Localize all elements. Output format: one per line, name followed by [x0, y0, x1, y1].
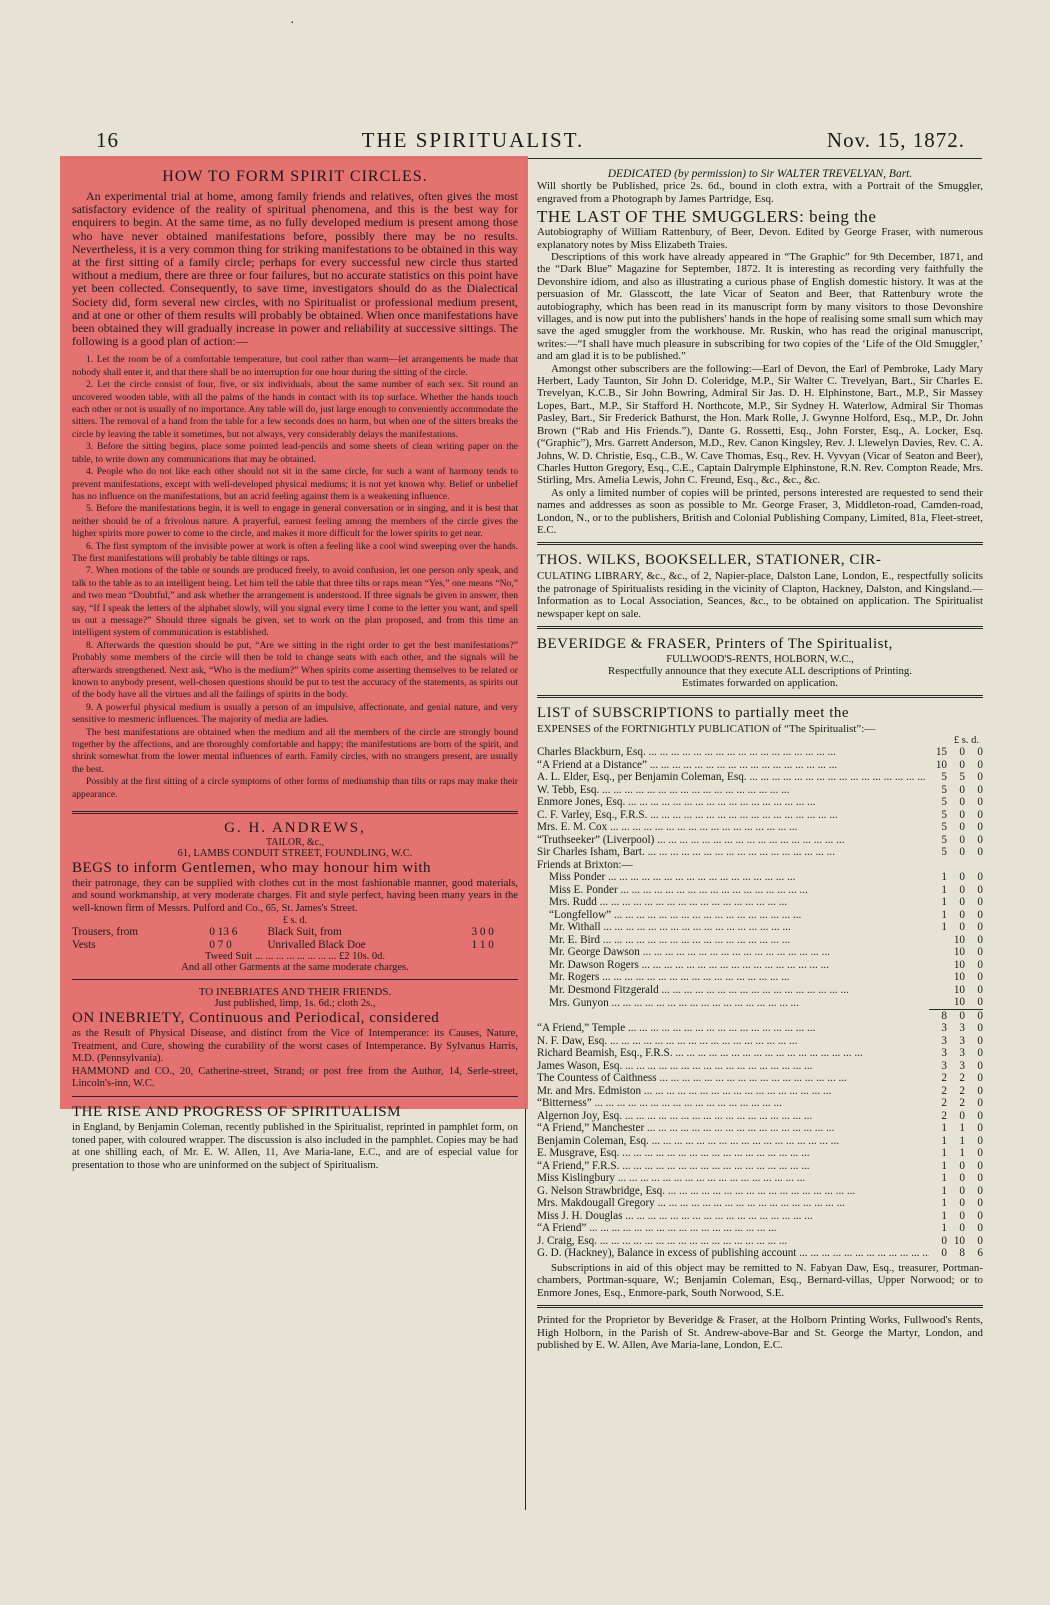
subscriber-name: Mrs. Makdougall Gregory ... . [537, 1197, 929, 1210]
table-row [72, 939, 518, 952]
brixton-label: Friends at Brixton:— [537, 858, 633, 871]
shillings: 0 [959, 821, 965, 834]
pence: 0 [977, 1084, 983, 1097]
subscriber-name: Miss E. Ponder ... . [537, 884, 929, 897]
pounds: 1 [941, 1184, 947, 1197]
shillings: 0 [959, 1222, 965, 1235]
table-row [537, 1135, 983, 1148]
shillings: 0 [959, 846, 965, 859]
pence: 0 [977, 896, 983, 909]
table-row [537, 834, 983, 847]
pence: 0 [977, 1059, 983, 1072]
total-d: 0 [965, 1009, 983, 1022]
list-text: EXPENSES of the FORTNIGHTLY PUBLICATION of “The Spiritualist”:— [537, 722, 876, 735]
table-row [537, 859, 983, 872]
subscriber-name: Mr. Withall ... . [537, 921, 929, 934]
pence: 0 [977, 996, 983, 1009]
inebriety-advert [72, 986, 518, 1090]
pounds [929, 971, 947, 984]
andrews-trade: TAILOR, &c., [265, 837, 325, 849]
rule-item: 9. A powerful physical medium is usually a person of an impulsive, affectionate, and genial nature, and very sensitive to mesmeric influences. The majority of media are ladies. [72, 701, 518, 726]
shillings: 10 [953, 958, 965, 971]
subscriber-name: Mr. E. Bird ... . [537, 934, 929, 947]
pence: 0 [977, 1234, 983, 1247]
pence: 0 [977, 933, 983, 946]
pence: 6 [977, 1247, 983, 1260]
table-row [537, 809, 983, 822]
section-rule [537, 626, 983, 629]
pounds: 1 [941, 1172, 947, 1185]
shillings: 10 [953, 933, 965, 946]
shillings: 0 [959, 871, 965, 884]
andrews-name: G. H. ANDREWS, [224, 820, 366, 837]
subscriber-name: “A Friend at a Distance” ... . [537, 759, 929, 772]
table-row [537, 1197, 983, 1210]
beveridge-text: Respectfully announce that they execute ALL descriptions of Printing. [608, 664, 912, 677]
shillings: 3 [959, 1047, 965, 1060]
shillings: 3 [959, 1022, 965, 1035]
subscriptions-footer: Subscriptions in aid of this object may be remitted to N. Fabyan Daw, Esq., treasurer, Portman-chambers, Portman-square, W.; Benjamin Coleman, Esq., Bernard-villas, Upper Norwood; or to Enmore Jones, Esq., Enmore-park, South Norwood, S.E. [537, 1261, 983, 1299]
rule-item: 8. Afterwards the question should be put, “Are we sitting in the right order to get the best manifestations?” Probably some members of the circle will then be told to change seats with each other, and the signals will be afterwards strengthened. Next ask, “Who is the medium?” When spirits come asserting themselves to be related or known to anybody present, well-chosen questions should be put to test the accuracy of the statements, as spirits out of the body have all the virtues and all the failings of spirits in the body. [72, 639, 518, 701]
shillings: 3 [959, 1034, 965, 1047]
pounds: 1 [941, 871, 947, 884]
shillings: 8 [959, 1247, 965, 1260]
closing-paragraph: Possibly at the first sitting of a circle symptoms of other forms of mediumship than tilts or raps may make their appearance. [72, 776, 518, 800]
table-row [537, 959, 983, 972]
circle-rules [72, 354, 518, 801]
right-column [537, 168, 983, 1518]
subscriber-name: Charles Blackburn, Esq. ... . [537, 746, 929, 759]
smugglers-p3: Amongst other subscribers are the following:—Earl of Devon, the Earl of Pembroke, Lady Mary Herbert, Lady Taunton, Sir John D. Coleridge, M.P., Sir Walter C. Trevelyan, Bart., Sir Charles E. Trevelyan, K.C.B., Sir John Bowring, Admiral Sir Jas. D. H. Elphinstone, Bart., M.P., Sir Massey Lopes, Bart., M.P., Sir Stafford H. Northcote, M.P., Sir Sydney H. Waterlow, Admiral Sir Thomas Pasley, Bart., Sir Frederick Bathurst, the Hon. Mark Rolle, J. Gwynne Holford, Esq., M.P., Dr. John Brown (“Rab and His Friends.”), Dante G. Rossetti, Esq., John Forster, Esq., A. Locker, Esq. (“Graphic”), Mrs. Garrett Anderson, M.D., Rev. Canon Kingsley, Rev. J. Llewelyn Davies, Rev. C. A. Johns, W. D. Christie, Esq., C.B., W. Cave Thomas, Esq., Rev. H. Vyvyan (Vicar of Seaton and Beer), Charles Hutton Gregory, Esq., C.E., Captain Dalrymple Elphinstone, R.N. Rev. Compton Reade, Mrs. Stirling, Mrs. Amelia Lewis, John C. Freund, Esq., &c., &c., &c. [537, 362, 983, 487]
table-row [537, 1060, 983, 1073]
pounds: 15 [935, 746, 947, 759]
subscriber-name: E. Musgrave, Esq. ... . [537, 1147, 929, 1160]
pence: 0 [977, 908, 983, 921]
price-value: 1 1 0 [471, 938, 494, 951]
subscriber-name: Mr. George Dawson ... . [537, 946, 929, 959]
pence: 0 [977, 871, 983, 884]
table-row [537, 1122, 983, 1135]
table-row [537, 1247, 983, 1260]
smugglers-p4: As only a limited number of copies will be printed, persons interested are requested to send their names and addresses as soon as possible to Mr. George Fraser, 3, Middleton-road, Camden-road, London, N., or to the publishers, British and Colonial Publishing Company, Limited, 81a, Fleet-street, E.C. [537, 486, 983, 536]
shillings: 2 [959, 1097, 965, 1110]
table-row [537, 1147, 983, 1160]
pence: 0 [977, 921, 983, 934]
shillings: 0 [959, 1209, 965, 1222]
section-rule [537, 542, 983, 545]
table-row [537, 1222, 983, 1235]
subscriber-name: “A Friend,” Manchester ... . [537, 1122, 929, 1135]
subscriber-name: Miss Kislingbury ... . [537, 1172, 929, 1185]
table-row [72, 926, 518, 939]
total-s: 0 [947, 1009, 965, 1022]
inebriety-text: as the Result of Physical Disease, and distinct from the Vice of Intemperance: its Causes, Nature, Treatment, and Cure, showing the curability of the worst cases of Intemperance. By Sylvanus Harris, M.D. (Pennsylvania). [72, 1028, 518, 1065]
inebriety-heading: TO INEBRIATES AND THEIR FRIENDS. [198, 986, 392, 999]
table-row [537, 1210, 983, 1223]
pence: 0 [977, 1222, 983, 1235]
price-item: Black Suit, from [267, 926, 342, 939]
rule-item: 4. People who do not like each other should not sit in the same circle, for such a want of harmony tends to prevent manifestations, except with well-developed physical mediums; it is not yet known why. Belief or unbelief has no influence on the manifestations, but an acrid feeling against them is a weakening influence. [72, 466, 518, 502]
subscriber-name: The Countess of Caithness ... . [537, 1072, 929, 1085]
subscriber-name: W. Tebb, Esq. ... . [537, 784, 929, 797]
left-column [72, 160, 518, 1520]
masthead-title: THE SPIRITUALIST. [361, 128, 585, 152]
pounds: 10 [935, 758, 947, 771]
subscriber-name: Mrs. Gunyon ... . [537, 996, 929, 1009]
pounds: 5 [941, 771, 947, 784]
table-row [537, 796, 983, 809]
table-row [537, 846, 983, 859]
subscriber-name: A. L. Elder, Esq., per Benjamin Coleman, Esq. ... . [537, 771, 929, 784]
pence: 0 [977, 1109, 983, 1122]
price-item: Vests [72, 938, 96, 951]
tweed-line: Tweed Suit ... ... ... ... ... ... ... ... £2 10s. 0d. [204, 951, 386, 963]
circles-title: HOW TO FORM SPIRIT CIRCLES. [162, 168, 428, 185]
brixton-total-row [537, 1009, 983, 1022]
pounds: 1 [941, 1122, 947, 1135]
pounds: 2 [941, 1097, 947, 1110]
rule-item: 2. Let the circle consist of four, five, or six individuals, about the same number of each sex. Sit round an uncovered wooden table, with all the palms of the hands in contact with its top surface. Whether the hands touch each other or not is usually of no importance. Any table will do, just large enough to conveniently accommodate the sitters. The removal of a hand from the table for a few seconds does no harm, but when one of the sitters breaks the circle by leaving the table it sometimes, but not always, very considerably delays the manifestations. [72, 379, 518, 440]
table-row [537, 909, 983, 922]
inebriety-publisher: HAMMOND and CO., 20, Catherine-street, Strand; or post free from the Author, 14, Serle-street, Lincoln's-inn, W.C. [72, 1065, 518, 1089]
shillings: 2 [959, 1084, 965, 1097]
subscriber-name: Mrs. Rudd ... . [537, 896, 929, 909]
pence: 0 [977, 1072, 983, 1085]
table-row [537, 771, 983, 784]
subscriber-name: “A Friend,” F.R.S. ... . [537, 1160, 929, 1173]
table-row [537, 996, 983, 1009]
rule-item: 7. When motions of the table or sounds are produced freely, to avoid confusion, let one person only speak, and talk to the table as to an intelligent being. Let him tell the table that three tilts or raps mean “Yes,” one means “No,” and two mean “Doubtful,” and ask whether the arrangement is understood. If three signals be given in answer, then say, “If I speak the letters of the alphabet slowly, will you signal every time I come to the letter you want, and spell us out a message?” Should three signals be given, set to work on the plan proposed, and from this time an intelligent system of communication is established. [72, 565, 518, 639]
pounds: 3 [941, 1034, 947, 1047]
subscriber-name: Sir Charles Isham, Bart. ... . [537, 846, 929, 859]
imprint: Printed for the Proprietor by Beveridge & Fraser, at the Holborn Printing Works, Fullwood's Rents, High Holborn, in the Parish of St. Andrew-above-Bar and St. George the Martyr, London, and published by E. W. Allen, Ave Maria-lane, London, E.C. [537, 1314, 983, 1351]
table-row [537, 884, 983, 897]
pounds: 1 [941, 1222, 947, 1235]
price-value: 0 13 6 [209, 926, 238, 939]
subscriber-name: Richard Beamish, Esq., F.R.S. ... . [537, 1047, 929, 1060]
rule-item: 3. Before the sitting begins, place some pointed lead-pencils and some sheets of clean writing paper on the table, to write down any communications that may be obtained. [72, 441, 518, 465]
subscriber-name: Miss Ponder ... . [537, 871, 929, 884]
rise-text: in England, by Benjamin Coleman, recently published in the Spiritualist, reprinted in pamphlet form, on toned paper, with coloured wrapper. The discussion is also included in the pamphlet. Copies may be had at one shilling each, of Mr. E. W. Allen, 11, Ave Maria-lane, E.C., and are of especial value for presentation to those who are uninformed on the subject of Spiritualism. [72, 1122, 518, 1171]
pence: 0 [977, 983, 983, 996]
shillings: 1 [959, 1134, 965, 1147]
pence: 0 [977, 808, 983, 821]
subscriber-name: Algernon Joy, Esq. ... . [537, 1110, 929, 1123]
subscriber-name: N. F. Daw, Esq. ... . [537, 1035, 929, 1048]
pounds [929, 959, 947, 972]
smugglers-text: Autobiography of William Rattenbury, of Beer, Devon. Edited by George Fraser, with numerous explanatory notes by Miss Elizabeth Traies. [537, 226, 983, 251]
shillings: 0 [959, 883, 965, 896]
shillings: 0 [959, 1172, 965, 1185]
smugglers-lead: THE LAST OF THE SMUGGLERS: being the [537, 207, 877, 227]
shillings: 3 [959, 1059, 965, 1072]
smugglers-announce: Will shortly be Published, price 2s. 6d., bound in cloth extra, with a Portrait of the Smuggler, engraved from a Photograph by James Partridge, Esq. [537, 180, 983, 205]
shillings: 0 [959, 1197, 965, 1210]
table-row [537, 1172, 983, 1185]
pounds: 3 [941, 1047, 947, 1060]
pence: 0 [977, 1147, 983, 1160]
page-header [96, 128, 965, 158]
shillings: 0 [959, 746, 965, 759]
shillings: 2 [959, 1072, 965, 1085]
pence: 0 [977, 1159, 983, 1172]
pence: 0 [977, 1034, 983, 1047]
shillings: 0 [959, 758, 965, 771]
pounds [929, 946, 947, 959]
inebriety-pub: Just published, limp, 1s. 6d.; cloth 2s., [214, 998, 376, 1010]
shillings: 0 [959, 1109, 965, 1122]
table-row [537, 784, 983, 797]
table-row [537, 746, 983, 759]
subscriber-name: “A Friend,” Temple ... . [537, 1022, 929, 1035]
subscriber-name: J. Craig, Esq. ... . [537, 1235, 929, 1248]
pence: 0 [977, 1184, 983, 1197]
pounds: 1 [941, 1147, 947, 1160]
pence: 0 [977, 1047, 983, 1060]
pounds: 5 [941, 783, 947, 796]
beveridge-lead: BEVERIDGE & FRASER, Printers of The Spiritualist, [537, 635, 893, 652]
table-row [537, 1097, 983, 1110]
shillings: 0 [959, 833, 965, 846]
pounds: 0 [941, 1234, 947, 1247]
pounds: 1 [941, 896, 947, 909]
dedication: DEDICATED (by permission) to Sir WALTER TREVELYAN, Bart. [607, 168, 913, 180]
pounds: 5 [941, 833, 947, 846]
pounds: 1 [941, 908, 947, 921]
smugglers-p2: Descriptions of this work have already appeared in “The Graphic” for 9th December, 1871, and the “Dark Blue” Magazine for September, 1872. It is interesting as recording very faithfully the Devonshire idiom, and also as illustrating a curious phase of English domestic history. It was at the persuasion of Mr. Glasscott, the late Vicar of Seaton and Beer, that Rattenbury wrote the autobiography, which has been read in its manuscript form by many visitors to those Devonshire villages, and is now put into the publishers' hands in the hope of realising some small sum which may save the aged smuggler from the workhouse. Mr. Ruskin, who has read the original manuscript, writes:—“I shall have much pleasure in subscribing for two copies of the ‘Life of the Old Smuggler,’ and am glad it is to be published.” [537, 251, 983, 363]
pounds: 1 [941, 1134, 947, 1147]
subscriber-name: “Longfellow” ... . [537, 909, 929, 922]
andrews-advert [72, 820, 518, 973]
subscriber-name: G. D. (Hackney), Balance in excess of publishing account ... . [537, 1247, 929, 1260]
section-rule [537, 1305, 983, 1308]
pence: 0 [977, 821, 983, 834]
pence: 0 [977, 783, 983, 796]
pounds: 5 [941, 808, 947, 821]
shillings: 10 [953, 946, 965, 959]
pounds [929, 996, 947, 1009]
pence: 0 [977, 1172, 983, 1185]
shillings: 0 [959, 908, 965, 921]
pence: 0 [977, 846, 983, 859]
ink-speck: · [290, 16, 295, 31]
pounds: 3 [941, 1022, 947, 1035]
table-row [537, 1022, 983, 1035]
subscriber-name: C. F. Varley, Esq., F.R.S. ... . [537, 809, 929, 822]
pounds: 2 [941, 1084, 947, 1097]
section-rule [72, 811, 518, 814]
subscriber-name: James Wason, Esq. ... . [537, 1060, 929, 1073]
table-row [537, 821, 983, 834]
subscriber-name: G. Nelson Strawbridge, Esq. ... . [537, 1185, 929, 1198]
pounds [929, 934, 947, 947]
beveridge-estimates: Estimates forwarded on application. [682, 676, 838, 689]
subscriber-name: “Bitterness” ... . [537, 1097, 929, 1110]
andrews-currency: £ s. d. [283, 915, 307, 927]
table-row [537, 1072, 983, 1085]
table-row [537, 759, 983, 772]
table-row [537, 896, 983, 909]
andrews-address: 61, LAMBS CONDUIT STREET, FOUNDLING, W.C. [177, 848, 413, 860]
total-l: 8 [929, 1009, 947, 1022]
pounds: 5 [941, 821, 947, 834]
pounds: 1 [941, 883, 947, 896]
pence: 0 [977, 1122, 983, 1135]
pence: 0 [977, 958, 983, 971]
table-row [537, 871, 983, 884]
beveridge-address: FULLWOOD'S-RENTS, HOLBORN, W.C., [666, 653, 854, 665]
andrews-text: their patronage, they can be supplied with clothes cut in the most fashionable manner, good materials, and sound workmanship, at very moderate charges. Fit and style perfect, having been many years in the well-known firm of Messrs. Pulford and Co., 65, St. James's Street. [72, 878, 518, 914]
pence: 0 [977, 1197, 983, 1210]
page-number: 16 [96, 128, 119, 152]
table-row [537, 1035, 983, 1048]
pounds: 0 [941, 1247, 947, 1260]
shillings: 10 [953, 996, 965, 1009]
andrews-lead: BEGS to inform Gentlemen, who may honour him with [72, 860, 432, 877]
pounds: 1 [941, 921, 947, 934]
pounds: 2 [941, 1109, 947, 1122]
table-row [537, 1110, 983, 1123]
issue-date: Nov. 15, 1872. [826, 128, 965, 152]
table-row [537, 971, 983, 984]
table-row [537, 1047, 983, 1060]
rule-item: 5. Before the manifestations begin, it is well to engage in general conversation or in singing, and it is best that neither should be of a frivolous nature. A prayerful, earnest feeling among the members of the circle gives the higher spirits more power to come to the circle, and makes it more difficult for the lower spirits to get near. [72, 503, 518, 540]
table-row [537, 921, 983, 934]
shillings: 0 [959, 896, 965, 909]
subscriber-name: Mrs. E. M. Cox ... . [537, 821, 929, 834]
pence: 0 [977, 1022, 983, 1035]
subscriber-name: “Truthseeker” (Liverpool) ... . [537, 834, 929, 847]
pence: 0 [977, 1134, 983, 1147]
subscriber-name: Mr. Rogers ... . [537, 971, 929, 984]
section-rule [72, 979, 518, 980]
wilks-text: CULATING LIBRARY, &c., &c., of 2, Napier-place, Dalston Lane, London, E., respectfully solicits the patronage of Spiritualists residing in the vicinity of Clapton, Hackney, Dalston, and Kingsland.—Information as to Local Association, Seances, &c., to be obtained on application. The Spiritualist newspaper kept on sale. [537, 570, 983, 620]
subscriber-name: “A Friend” ... . [537, 1222, 929, 1235]
andrews-footer: And all other Garments at the same moderate charges. [181, 962, 409, 974]
table-row [537, 984, 983, 997]
pence: 0 [977, 1209, 983, 1222]
rise-advert [72, 1103, 518, 1172]
shillings: 1 [959, 1147, 965, 1160]
table-row [537, 1085, 983, 1098]
subscriber-name: Mr. Desmond Fitzgerald ... . [537, 984, 929, 997]
pounds: 1 [941, 1209, 947, 1222]
shillings: 0 [959, 796, 965, 809]
list-lead: LIST of SUBSCRIPTIONS to partially meet the [537, 704, 850, 721]
pence: 0 [977, 771, 983, 784]
subscriber-name: Enmore Jones, Esq. ... . [537, 796, 929, 809]
pounds: 2 [941, 1072, 947, 1085]
pounds: 1 [941, 1159, 947, 1172]
pounds: 3 [941, 1059, 947, 1072]
pence: 0 [977, 883, 983, 896]
rule-item: 1. Let the room be of a comfortable temperature, but cool rather than warm—let arrangements be made that nobody shall enter it, and that there shall be no interruption for one hour during the sitting of the circle. [72, 354, 518, 378]
shillings: 0 [959, 921, 965, 934]
list-currency: £ s. d. [953, 735, 979, 747]
table-row [537, 1160, 983, 1173]
wilks-lead: THOS. WILKS, BOOKSELLER, STATIONER, CIR- [537, 552, 882, 569]
price-item: Trousers, from [72, 926, 139, 939]
table-row [537, 1185, 983, 1198]
shillings: 0 [959, 1159, 965, 1172]
pounds: 5 [941, 796, 947, 809]
pounds: 5 [941, 846, 947, 859]
pence: 0 [977, 833, 983, 846]
shillings: 10 [953, 971, 965, 984]
pence: 0 [977, 758, 983, 771]
pence: 0 [977, 1097, 983, 1110]
price-value: 3 0 0 [471, 926, 494, 939]
pounds: 1 [941, 1197, 947, 1210]
price-value: 0 7 0 [209, 938, 232, 951]
section-rule [537, 695, 983, 698]
andrews-price-table [72, 926, 518, 951]
table-row [537, 1235, 983, 1248]
table-row [537, 946, 983, 959]
shillings: 5 [959, 771, 965, 784]
shillings: 0 [959, 783, 965, 796]
shillings: 1 [959, 1122, 965, 1135]
pence: 0 [977, 746, 983, 759]
rise-lead: THE RISE AND PROGRESS OF SPIRITUALISM [72, 1104, 401, 1121]
spacer [537, 1009, 929, 1022]
inebriety-lead: ON INEBRIETY, Continuous and Periodical, considered [72, 1010, 440, 1027]
subscriber-name: Mr. and Mrs. Edmiston ... . [537, 1085, 929, 1098]
pence: 0 [977, 971, 983, 984]
section-rule [72, 1096, 518, 1097]
pence: 0 [977, 796, 983, 809]
subscriber-name: Benjamin Coleman, Esq. ... . [537, 1135, 929, 1148]
shillings: 10 [953, 983, 965, 996]
shillings: 0 [959, 1184, 965, 1197]
price-item: Unrivalled Black Doe [267, 938, 366, 951]
subscriber-name: Miss J. H. Douglas ... . [537, 1210, 929, 1223]
circles-intro: An experimental trial at home, among family friends and relatives, often gives the most satisfactory evidence of the reality of spiritual phenomena, and this is the best way for enquirers to begin. At the same time, as no fully developed medium is present among those who have never obtained manifestations before, possibly there may be no results. Nevertheless, it is a very common thing for striking manifestations to be obtained in this way at the first sitting of a family circle; perhaps for every successful new circle thus started without a medium, there are three or four failures, but no accurate statistics on this point have yet been collected. Consequently, to save time, investigators should do as the Dialectical Society did, form several new circles, with no Spiritualist or professional medium present, and at one or other of them results will probably be obtained. When once manifestations have been obtained they will gradually increase in power and reliability at successive sittings. The following is a good plan of action:— [72, 189, 518, 349]
pounds [929, 984, 947, 997]
shillings: 0 [959, 808, 965, 821]
subscriptions-table [537, 746, 983, 1260]
rule-item: 6. The first symptom of the invisible power at work is often a feeling like a cool wind sweeping over the hands. The first manifestations will probably be table tiltings or raps. [72, 540, 518, 564]
closing-paragraph: The best manifestations are obtained when the medium and all the members of the circle are strongly bound together by the affections, and are thoroughly comfortable and happy; the manifestations are born of the spirit, and shrink somewhat from the lower mental influences of earth. Family circles, with no strangers present, are usually the best. [72, 726, 518, 775]
shillings: 10 [953, 1234, 965, 1247]
pence: 0 [977, 946, 983, 959]
subscriber-name: Mr. Dawson Rogers ... . [537, 959, 929, 972]
table-row [537, 934, 983, 947]
